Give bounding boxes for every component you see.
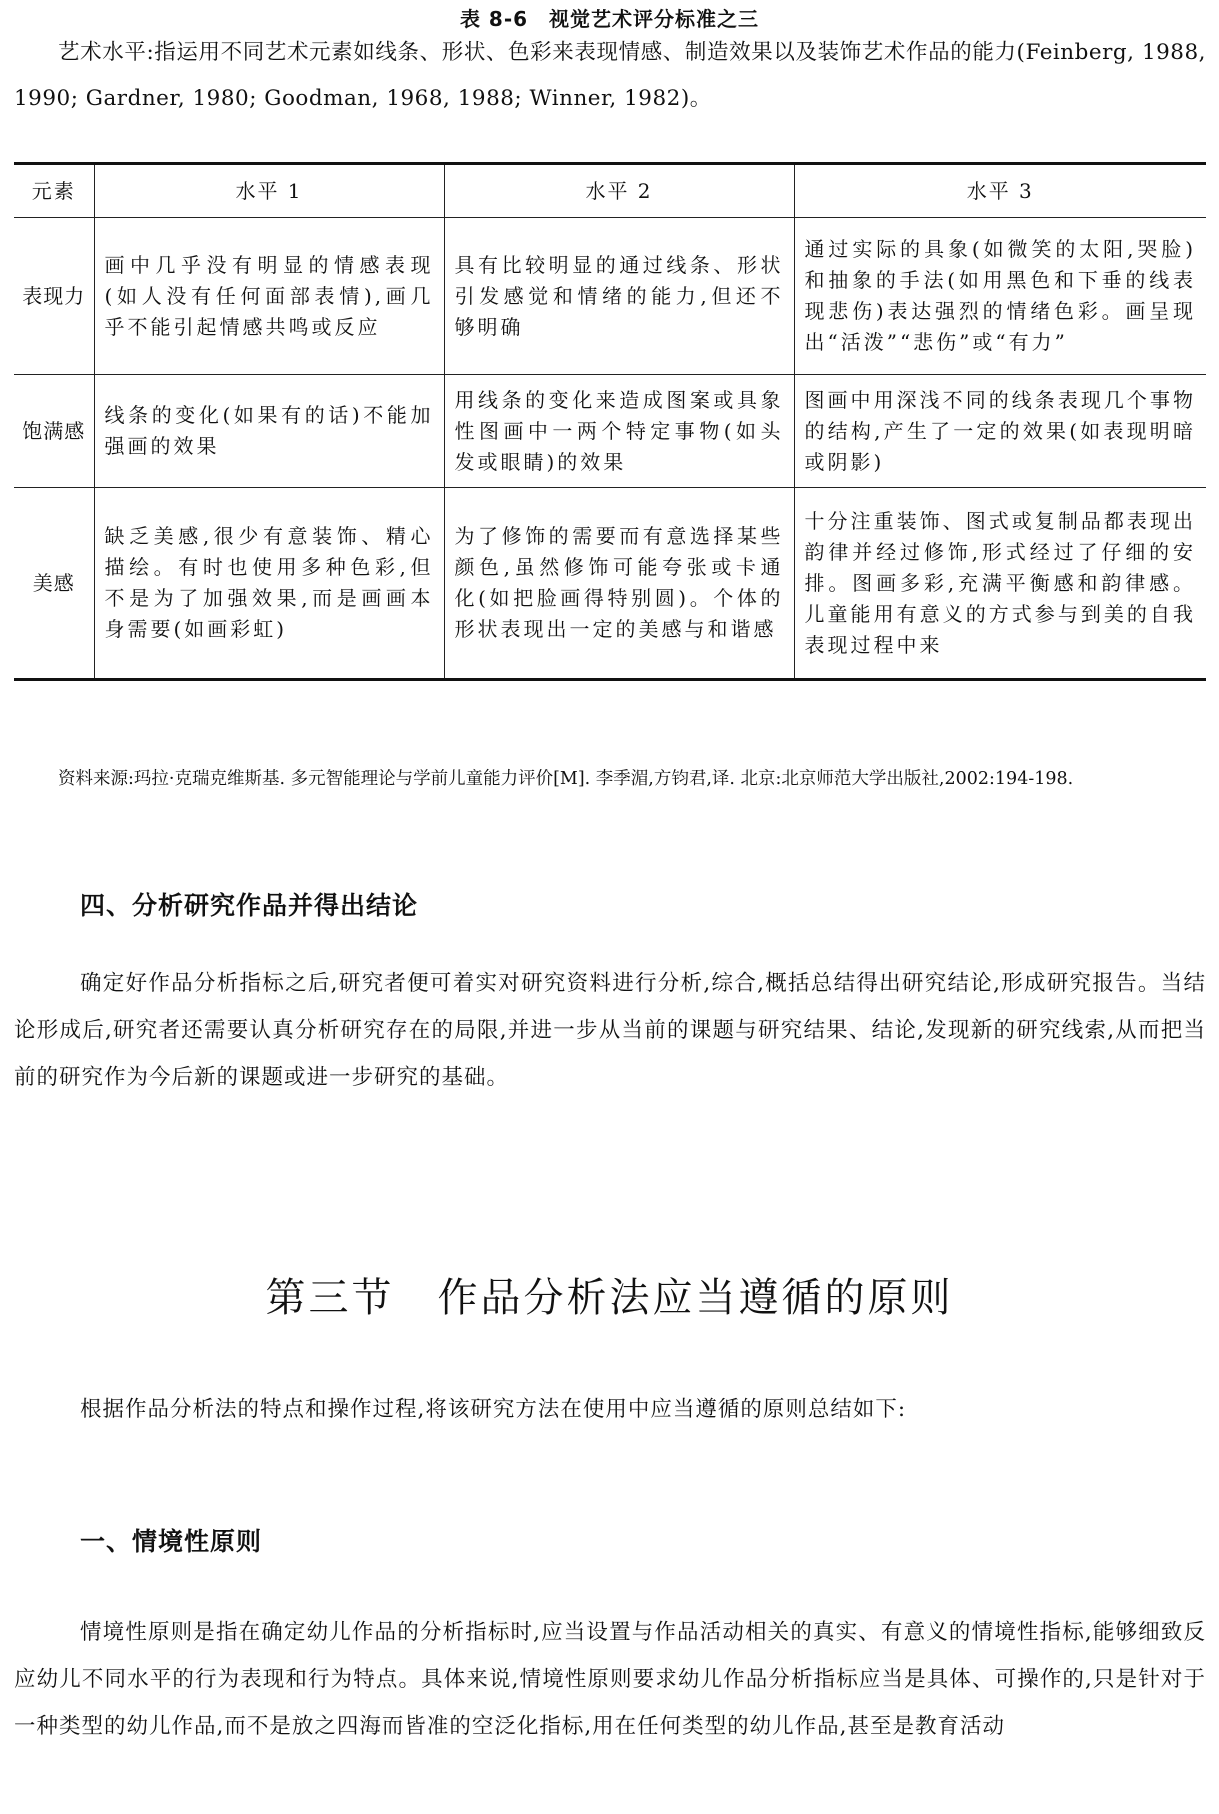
row-element-label: 表现力 [14, 218, 94, 375]
table-row [14, 218, 1206, 375]
paragraph-principles-summary: 根据作品分析法的特点和操作过程,将该研究方法在使用中应当遵循的原则总结如下: [80, 1397, 907, 1422]
row-level-1-cell: 画中几乎没有明显的情感表现(如人没有任何面部表情),画几乎不能引起情感共鸣或反应 [94, 218, 444, 375]
table-caption: 表 8-6 视觉艺术评分标准之三 [459, 7, 760, 31]
row-level-2-cell: 用线条的变化来造成图案或具象性图画中一两个特定事物(如头发或眼睛)的效果 [444, 375, 794, 488]
table-source-note: 资料来源:玛拉·克瑞克维斯基. 多元智能理论与学前儿童能力评价[M]. 李季湄,方钧君,译. 北京:北京师范大学出版社,2002:194-198. [58, 769, 1074, 789]
row-level-1-cell: 线条的变化(如果有的话)不能加强画的效果 [94, 375, 444, 488]
paragraph-analyze-conclusion: 确定好作品分析指标之后,研究者便可着实对研究资料进行分析,综合,概括总结得出研究结论,形成研究报告。当结论形成后,研究者还需要认真分析研究存在的局限,并进一步从当前的课题与研究结果、结论,发现新的研究线索,从而把当前的研究作为今后新的课题或进一步研究的基础。 [14, 971, 1206, 1090]
row-element-label: 美感 [14, 488, 94, 680]
heading-context-principle: 一、情境性原则 [80, 1527, 263, 1556]
row-level-1-cell: 缺乏美感,很少有意装饰、精心描绘。有时也使用多种色彩,但不是为了加强效果,而是画画本身需要(如画彩虹) [94, 488, 444, 680]
paragraph-context-principle: 情境性原则是指在确定幼儿作品的分析指标时,应当设置与作品活动相关的真实、有意义的情境性指标,能够细致反应幼儿不同水平的行为表现和行为特点。具体来说,情境性原则要求幼儿作品分析指标应当是具体、可操作的,只是针对于一种类型的幼儿作品,而不是放之四海而皆准的空泛化指标,用在任何类型的幼儿作品,甚至是教育活动 [14, 1620, 1206, 1739]
chapter-section-title: 第三节 作品分析法应当遵循的原则 [265, 1275, 954, 1321]
row-element-label: 饱满感 [14, 375, 94, 488]
row-level-3-cell: 图画中用深浅不同的线条表现几个事物的结构,产生了一定的效果(如表现明暗或阴影) [794, 375, 1206, 488]
table-row [14, 375, 1206, 488]
row-level-3-cell: 通过实际的具象(如微笑的太阳,哭脸)和抽象的手法(如用黑色和下垂的线表现悲伤)表达强烈的情绪色彩。画呈现出“活泼”“悲伤”或“有力” [794, 218, 1206, 375]
header-level-2: 水平 2 [444, 164, 794, 218]
row-level-2-cell: 具有比较明显的通过线条、形状引发感觉和情绪的能力,但还不够明确 [444, 218, 794, 375]
row-level-2-cell: 为了修饰的需要而有意选择某些颜色,虽然修饰可能夸张或卡通化(如把脸画得特别圆)。个体的形状表现出一定的美感与和谐感 [444, 488, 794, 680]
visual-art-criteria-table [14, 162, 1206, 681]
table-intro-paragraph: 艺术水平:指运用不同艺术元素如线条、形状、色彩来表现情感、制造效果以及装饰艺术作品的能力(Feinberg, 1988, 1990; Gardner, 1980; Goodman, 1968, 1988; Winner, 1982)。 [14, 40, 1206, 111]
header-element: 元素 [14, 164, 94, 218]
table-header-row [14, 164, 1206, 218]
table-row [14, 488, 1206, 680]
row-level-3-cell: 十分注重装饰、图式或复制品都表现出韵律并经过修饰,形式经过了仔细的安排。图画多彩,充满平衡感和韵律感。儿童能用有意义的方式参与到美的自我表现过程中来 [794, 488, 1206, 680]
header-level-3: 水平 3 [794, 164, 1206, 218]
header-level-1: 水平 1 [94, 164, 444, 218]
heading-analyze-works: 四、分析研究作品并得出结论 [80, 891, 419, 920]
